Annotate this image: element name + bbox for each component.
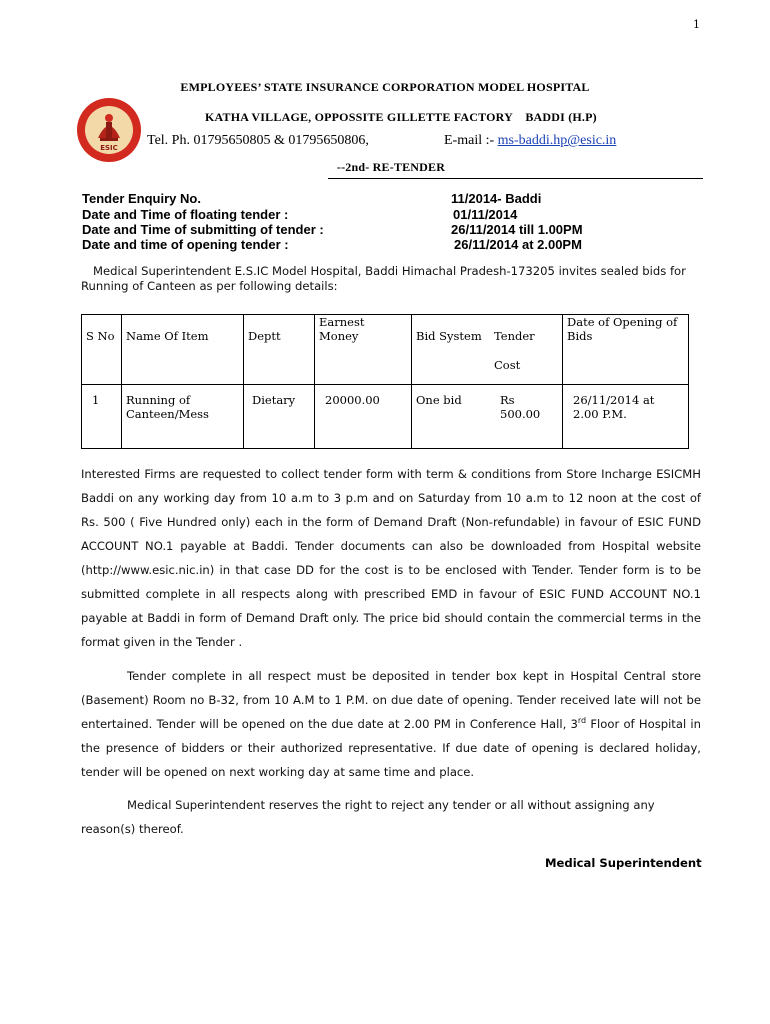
- cell-sno: 1: [82, 385, 122, 449]
- logo-text: ESIC: [100, 144, 118, 152]
- col-header-date: Date of Opening of Bids: [563, 315, 689, 385]
- enquiry-row: [82, 222, 583, 237]
- cell-bid-system: One bid: [412, 385, 491, 449]
- header-divider: [328, 178, 703, 179]
- rights-paragraph: Medical Superintendent reserves the right to reject any tender or all without assigning any reason(s) thereof.: [81, 798, 655, 836]
- enquiry-value: 11/2014- Baddi: [451, 191, 542, 206]
- table-row: [82, 385, 689, 449]
- col-header-tender-cost: Tender Cost: [490, 315, 563, 385]
- enquiry-label: Date and Time of floating tender :: [82, 207, 289, 222]
- cell-cost: Rs 500.00: [490, 385, 563, 449]
- enquiry-label: Tender Enquiry No.: [82, 191, 201, 206]
- col-header-bid-system: Bid System: [412, 315, 491, 385]
- enquiry-label: Date and time of opening tender :: [82, 237, 289, 252]
- deposit-paragraph: Tender complete in all respect must be deposited in tender box kept in Hospital Central store (Basement) Room no B-32, from 10 A.M to 1 P.M. on due date of opening. Tender received late will not be entertained. Tender will be opened on the due date at 2.00 PM in Conference Hall, 3rd Floor of Hospital in the presence of bidders or their authorized representative. If due date of opening is declared holiday, tender will be opened on next working day at same time and place.: [81, 669, 701, 779]
- signature: Medical Superintendent: [545, 856, 702, 870]
- col-header-sno: S No: [82, 315, 122, 385]
- enquiry-row: [82, 237, 582, 252]
- col-header-item: Name Of Item: [122, 315, 244, 385]
- enquiry-label: Date and Time of submitting of tender :: [82, 222, 324, 237]
- organization-title: EMPLOYEES’ STATE INSURANCE CORPORATION MODEL HOSPITAL: [180, 80, 590, 94]
- enquiry-value: 01/11/2014: [453, 207, 518, 222]
- tender-table: [81, 314, 689, 449]
- email-label: E-mail :-: [444, 133, 495, 148]
- page-number: 1: [693, 18, 700, 31]
- cell-deptt: Dietary: [244, 385, 315, 449]
- enquiry-row: [82, 207, 518, 222]
- esic-emblem-icon: [76, 94, 142, 164]
- phone-numbers: Tel. Ph. 01795650805 & 01795650806,: [147, 133, 369, 148]
- contact-line: [147, 133, 617, 149]
- col-header-earnest-money: Earnest Money: [315, 315, 412, 385]
- email-link[interactable]: ms-baddi.hp@esic.in: [497, 133, 617, 148]
- hospital-address: KATHA VILLAGE, OPPOSSITE GILLETTE FACTORY BADDI (H.P): [205, 110, 597, 124]
- col-header-deptt: Deptt: [244, 315, 315, 385]
- cell-opening-date: 26/11/2014 at 2.00 P.M.: [563, 385, 689, 449]
- enquiry-value: 26/11/2014 till 1.00PM: [451, 222, 583, 237]
- table-header-row: [82, 315, 689, 385]
- enquiry-value: 26/11/2014 at 2.00PM: [454, 237, 582, 252]
- enquiry-row: [82, 191, 542, 206]
- cell-item: Running of Canteen/Mess: [122, 385, 244, 449]
- collection-paragraph: Interested Firms are requested to collect tender form with term & conditions from Store Incharge ESICMH Baddi on any working day from 10 a.m to 3 p.m and on Saturday from 10 a.m to 12 noon at the cost of Rs. 500 ( Five Hundred only) each in the form of Demand Draft (Non-refundable) in favour of ESIC FUND ACCOUNT NO.1 payable at Baddi. Tender documents can also be downloaded from Hospital website (http://www.esic.nic.in) in that case DD for the cost is to be enclosed with Tender. Tender form is to be submitted complete in all respects along with prescribed EMD in favour of ESIC FUND ACCOUNT NO.1 payable at Baddi in form of Demand Draft only. The price bid should contain the commercial terms in the format given in the Tender .: [81, 467, 701, 649]
- intro-paragraph: Medical Superintendent E.S.IC Model Hospital, Baddi Himachal Pradesh-173205 invites sealed bids for Running of Canteen as per following details:: [81, 264, 686, 293]
- cell-earnest-money: 20000.00: [315, 385, 412, 449]
- retender-heading: --2nd- RE-TENDER: [336, 160, 446, 174]
